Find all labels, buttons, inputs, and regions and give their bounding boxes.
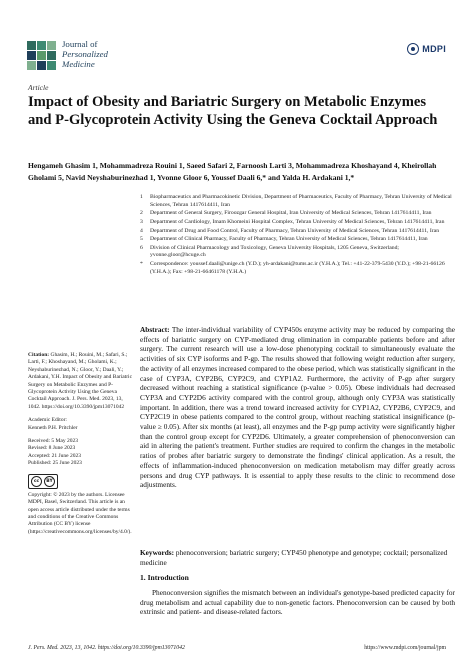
affiliation-item: 6 Division of Clinical Pharmacology and Toxicology, Geneva University Hospitals, 1205 Geneva, Switzerland; yvonne.gloor@hcuge.ch [140, 244, 400, 259]
introduction-text: Phenoconversion signifies the mismatch between an individual's genotype-based predicted capacity for drug metabolism and actual capability due to non-genetic factors. Phenoconversion can be caused by both extrinsic and patient- and disease-related factors. [140, 588, 455, 617]
keywords-label: Keywords: [140, 548, 175, 557]
affiliation-item: 2 Department of General Surgery, Firoozgar General Hospital, Iran University of Medical Sciences, Tehran 1417614411, Iran [140, 210, 432, 217]
cc-by-license-icon[interactable] [28, 474, 58, 489]
article-sidebar [28, 352, 134, 542]
editor-block [28, 417, 134, 432]
journal-logo-grid-icon [27, 41, 57, 71]
received-date: Received: 5 May 2023 [28, 438, 78, 445]
journal-name-line2: Personalized [62, 49, 108, 59]
paper-title: Impact of Obesity and Bariatric Surgery on Metabolic Enzymes and P-Glycoprotein Activity Using the Geneva Cocktail Approach [28, 94, 438, 128]
cc-icon: cc [31, 476, 42, 487]
footer-journal-link[interactable]: https://www.mdpi.com/journal/jpm [364, 645, 446, 651]
author-list: Hengameh Ghasim 1, Mohammadreza Rouini 1, Saeed Safari 2, Farnoosh Larti 3, Mohammadreza Khoshayand 4, Kheirollah Gholami 5, Navid Neyshaburinezhad 1, Yvonne Gloor 6, Youssef Daali 6,* and Yalda H. Ardakani 1,* [28, 161, 437, 182]
copyright-text: Copyright: © 2023 by the authors. Licensee MDPI, Basel, Switzerland. This article is an open access article distributed under the terms and conditions of the Creative Commons Attribution (CC BY) license (https://creativecommons.org/licenses/by/4.0/). [28, 491, 132, 535]
citation-text: Ghasim, H.; Rouini, M.; Safari, S.; Larti, F.; Khoshayand, M.; Gholami, K.; Neyshaburinezhad, N.; Gloor, Y.; Daali, Y.; Ardakani, Y.H. Impact of Obesity and Bariatric Surgery on Metabolic Enzymes and P-Glycoprotein Activity Using the Geneva Cocktail Approach. J. Pers. Med. 2023, 13, 1042. https://doi.org/10.3390/jpm13071042 [28, 352, 133, 410]
article-type: Article [28, 83, 49, 92]
introduction-paragraph [140, 588, 455, 617]
journal-name [62, 39, 108, 69]
footer-citation[interactable]: J. Pers. Med. 2023, 13, 1042. https://doi.org/10.3390/jpm13071042 [28, 645, 185, 651]
keywords [140, 548, 455, 567]
editor-label: Academic Editor: [28, 417, 67, 424]
dates-block [28, 438, 134, 468]
journal-name-line3: Medicine [62, 59, 95, 69]
editor-name: Kenneth P.H. Pritchler [28, 424, 78, 431]
publisher-logo [407, 43, 446, 55]
journal-name-line1: Journal of [62, 39, 98, 49]
affiliation-item: 4 Department of Drug and Food Control, Faculty of Pharmacy, Tehran University of Medical Sciences, Tehran 1417614411, Iran [140, 227, 440, 234]
citation-label: Citation: [28, 352, 50, 358]
by-icon: BY [44, 476, 55, 487]
accepted-date: Accepted: 21 June 2023 [28, 452, 81, 459]
affiliation-item: 1 Biopharmaceutics and Pharmacokinetic Division, Department of Pharmaceutics, Faculty of Pharmacy, Tehran University of Medical Sciences, Tehran 1417614411, Iran [140, 194, 452, 208]
correspondence: * Correspondence: youssef.daali@unige.ch (Y.D.); yh-ardakani@tums.ac.ir (Y.H.A.); Tel.: +41-22-379-5430 (Y.D.); +98-21-66126 (Y.H.A.); Fax: +98-21-66461178 (Y.H.A.) [140, 261, 445, 275]
citation-block [28, 352, 134, 411]
license-block [28, 474, 134, 536]
mdpi-mark-icon [407, 43, 419, 55]
abstract-label: Abstract: [140, 325, 170, 334]
affiliations [140, 194, 455, 277]
affiliation-item: 3 Department of Cardiology, Imam Khomeini Hospital Complex, Tehran University of Medical Sciences, Tehran 1417614411, Iran [140, 218, 445, 225]
abstract [140, 325, 455, 490]
page-footer [28, 645, 446, 651]
affiliation-item: 5 Department of Clinical Pharmacy, Faculty of Pharmacy, Tehran University of Medical Sciences, Tehran 1417614411, Iran [140, 236, 428, 243]
section-heading: 1. Introduction [140, 573, 189, 582]
publisher-name: MDPI [422, 44, 446, 54]
abstract-text: The inter-individual variability of CYP450s enzyme activity may be reduced by comparing the effects of bariatric surgery on CYP-mediated drug elimination in comparable patients before and after surgery. The current research will use a low-dose phenotyping cocktail to simultaneously evaluate the activities of six CYP isoforms and P-gp. The results showed that following weight reduction after surgery, the activity of all enzymes increased compared to the obese period, which was statistically significant in the case of CYP3A, CYP2B6, CYP2C9, and CYP1A2. Furthermore, the activity of P-gp after surgery decreased without reaching a statistical significance (p-value > 0.05). Obese individuals had decreased CYP3A and CYP2D6 activity compared with the control group, although only CYP3A was statistically important. In addition, there was a trend toward increased activity for CYP1A2, CYP2B6, CYP2C9, and CYP2C19 in obese patients compared to the control group, without reaching statistical insignificance (p-value ≥ 0.05). After six months (at least), all enzymes and the P-gp pump activity were significantly higher than the control group except for CYP2D6. Ultimately, a greater comprehension of phenoconversion can aid in altering the patient's treatment. Further studies are required to confirm the changes in the metabolic ratios of probes after bariatric surgery to demonstrate the findings' clinical application. As a result, the effects of inflammation-induced phenoconversion on medication metabolism may differ greatly across persons and drug CYP pathways. It is essential to apply these results to the clinic to recommend dose adjustments. [140, 325, 455, 490]
published-date: Published: 25 June 2023 [28, 460, 82, 467]
revised-date: Revised: 8 June 2023 [28, 445, 76, 452]
keywords-text: phenoconversion; bariatric surgery; CYP450 phenotype and genotype; cocktail; personalized medicine [140, 548, 448, 567]
